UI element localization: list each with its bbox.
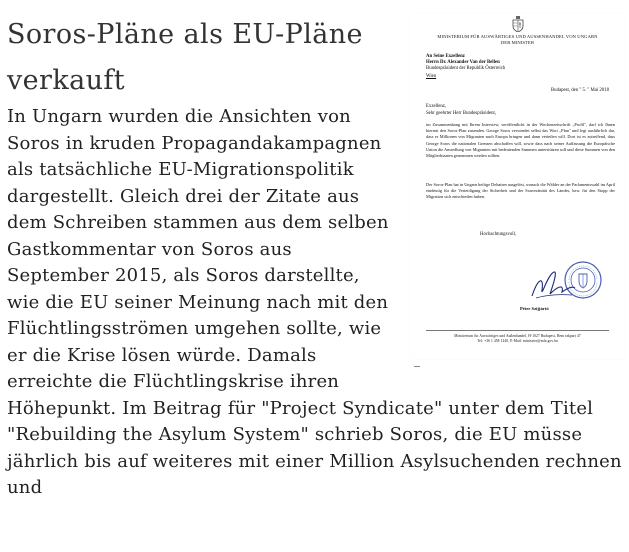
letter-minister: DER MINISTER [500,40,535,45]
letter-image [410,14,625,369]
letter-salutation-1: Exzellenz, [426,104,447,109]
hungarian-coat-of-arms-icon [511,16,525,32]
letter-ministry: MINISTERIUM FÜR AUSWÄRTIGES UND AUSSENHANDEL VON UNGARN [437,34,598,39]
letter-footer-contact: Tel: +36 1 458 1240, E-Mail: miniszter@mfa.gov.hu [477,339,558,343]
letter-recipient-city: Wien [426,74,437,79]
letter-signer: Péter Szijjártó [520,306,549,311]
letter-recipient-title: An Seine Exzellenz [426,54,465,59]
letter-date: Budapest, den " 5. " Mai 2018 [550,88,609,93]
letter-closing: Hochachtungsvoll, [480,232,517,237]
letter-footer-divider [426,330,609,331]
article-paragraph: In Ungarn wurden die Ansichten von Soros in kruden Propagandakampagnen als tatsächliche EU-Migrationspolitik dargestellt. Gleich drei der Zitate aus dem Schreiben stammen aus dem selben Gastkommentar von Soros aus September 2015, als Soros darstellte, wie die EU seiner Meinung nach mit den Flüchtlingsströmen umgehen sollte, wie er die Krise lösen würde. Damals erreichte die Flüchtlingskrise ihren Höhepunkt. Im Beitrag für "Project Syndicate" unter dem Titel "Rebuilding the Asylum System" schrieb Soros, die EU müsse jährlich bis auf weiteres mit einer Million Asylsuchenden rechnen und [7,106,622,498]
letter-footer-address: Ministerium für Auswärtiges und Außenhandel, H-1027 Budapest, Bem rakpart 47 [454,334,581,338]
letter-salutation-2: Sehr geehrter Herr Bundespräsident, [426,111,497,116]
image-caption-divider [414,366,420,367]
letter-recipient-name: Herrn Dr. Alexander Van der Bellen [426,60,500,65]
handwritten-signature-icon [528,268,578,306]
letter-page [410,14,625,359]
article-headline: Soros-Pläne als EU-Pläne verkauft [7,19,363,96]
letter-body-paragraph-1: im Zusammenhang mit Ihrem Interview, veröffentlicht in der Wochenzeitschrift „Profil", darf ich Ihnen hiermit den Soros-Plan zusenden. George Soros verwendet selbst das Wort „Plan" und legt ausführlich dar, dass er Millionen von Migranten nach Europa bringen und dann verteilen will. Dort ist es zutreffend, dass George Soros die nationalen Grenzen abschaffen will, sowie dass nach seiner Auffassung die Europäische Union die Ansiedlung von Migranten mit bedeutenden Summen unterstützen soll und diese Summen von den Mitgliedstaaten genommen werden sollten. [426,122,615,159]
letter-body-paragraph-2: Der Soros-Plan hat in Ungarn heftige Debatten ausgelöst, wonach die Wähler an der Parlamentswahl im April eindeutig für die Verteidigung der Sicherheit und der Souveränität des Landes, bzw. für den Stopp der Migration sich entschieden haben. [426,182,615,200]
article [7,0,625,502]
letter-recipient-role: Bundespräsident der Republik Österreich [426,66,506,71]
